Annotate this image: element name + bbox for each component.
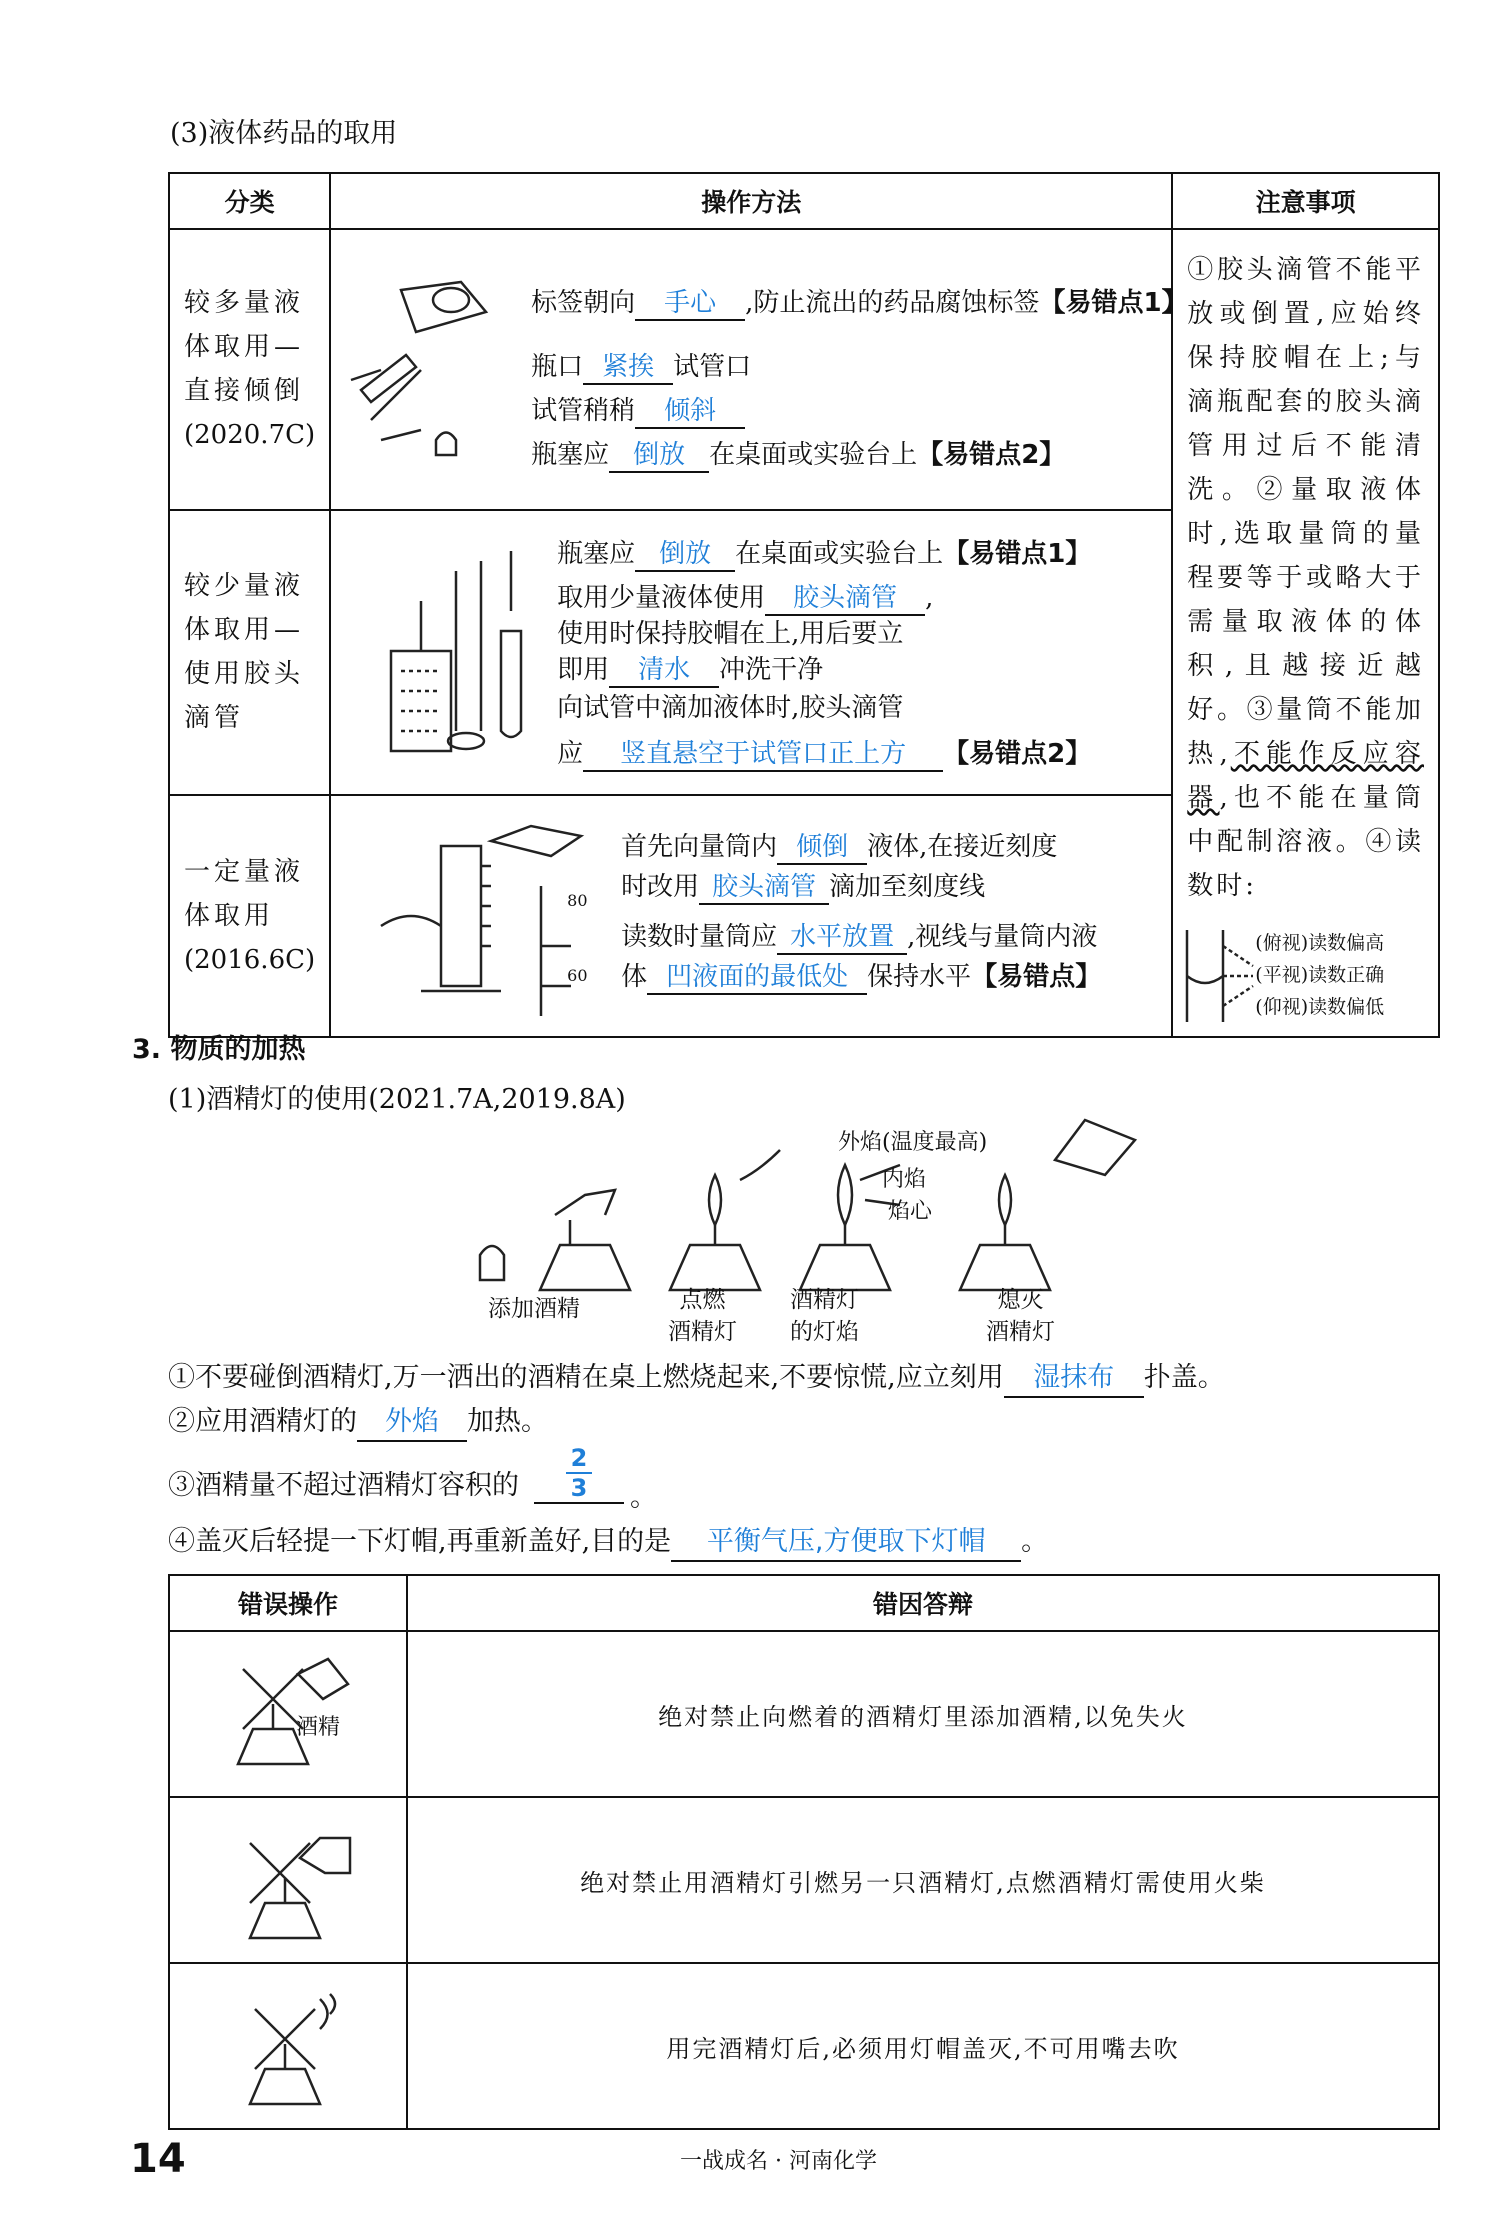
section-heading-heat: 3. 物质的加热 [132, 1034, 306, 1065]
error-row-2-op [169, 1797, 407, 1963]
item-4: ④盖灭后轻提一下灯帽,再重新盖好,目的是 平衡气压,方便取下灯帽 。 [168, 1524, 1048, 1562]
error-row-1-op: 酒精 [169, 1631, 407, 1797]
notes-cell: ①胶头滴管不能平放或倒置,应始终保持胶帽在上;与滴瓶配套的胶头滴管用过后不能清洗。②量取液体时,选取量筒的量程要等于或略大于需量取液体的体积,且越接近越好。③量筒不能加热,不能作反应容器,也不能在量筒中配制溶液。④读数时: (俯视)读数偏高 (平视)读数正确 (仰视)读数偏低 [1172, 229, 1439, 1037]
error-row-3-reason: 用完酒精灯后,必须用灯帽盖灭,不可用嘴去吹 [407, 1963, 1439, 2129]
error-row-2-reason: 绝对禁止用酒精灯引燃另一只酒精灯,点燃酒精灯需使用火柴 [407, 1797, 1439, 1963]
label-lamp-flame: 酒精灯 的灯焰 [790, 1287, 859, 1345]
item-3-end: 。 [630, 1482, 657, 1513]
header-category: 分类 [169, 173, 330, 229]
label-outer-flame: 外焰(温度最高) [838, 1130, 988, 1155]
reading-diagram: (俯视)读数偏高 (平视)读数正确 (仰视)读数偏低 [1183, 926, 1428, 1036]
fraction: 2 3 [534, 1444, 624, 1504]
header-reason: 错因答辩 [407, 1575, 1439, 1631]
error-row-1-reason: 绝对禁止向燃着的酒精灯里添加酒精,以免失火 [407, 1631, 1439, 1797]
section-heading-liquid: (3)液体药品的取用 [170, 118, 398, 149]
error-row-3-op [169, 1963, 407, 2129]
row1-category: 较多量液 体取用— 直接倾倒 (2020.7C) [169, 229, 330, 510]
footer-title: 一战成名 · 河南化学 [680, 2149, 877, 2174]
row3-category: 一定量液 体取用 (2016.6C) [169, 795, 330, 1037]
dropper-illustration [391, 541, 561, 771]
label-flame-core: 焰心 [888, 1199, 933, 1224]
label-extinguish: 熄灭 酒精灯 [986, 1287, 1055, 1345]
liquid-table [168, 172, 1440, 1038]
label-add-alcohol: 添加酒精 [488, 1296, 580, 1322]
header-note: 注意事项 [1172, 173, 1439, 229]
row3-method: 80 60 首先向量筒内 倾倒 液体,在接近刻度 时改用 胶头滴管 滴加至刻度线 读数时量筒应 水平放置 ,视线与量筒内液 体 凹液面的最低处 保持水平【易错点】 [330, 795, 1172, 1037]
section-sub-lamp: (1)酒精灯的使用(2021.7A,2019.8A) [168, 1084, 626, 1115]
page-number: 14 [130, 2136, 186, 2182]
label-inner-flame: 内焰 [882, 1167, 927, 1192]
header-wrong-op: 错误操作 [169, 1575, 407, 1631]
item-2: ②应用酒精灯的 外焰 加热。 [168, 1404, 548, 1442]
cylinder-illustration [381, 816, 601, 1016]
item-1: ①不要碰倒酒精灯,万一洒出的酒精在桌上燃烧起来,不要惊慌,应立刻用 湿抹布 扑盖。 [168, 1360, 1225, 1398]
row2-category: 较少量液 体取用— 使用胶头 滴管 [169, 510, 330, 795]
error-table [168, 1574, 1440, 2130]
label-light-lamp: 点燃 酒精灯 [668, 1287, 737, 1345]
header-method: 操作方法 [330, 173, 1172, 229]
row1-method: 标签朝向 手心 ,防止流出的药品腐蚀标签【易错点1】 瓶口 紧挨 试管口 试管稍稍 倾斜 瓶塞应 倒放 在桌面或实验台上【易错点2】 [330, 229, 1172, 510]
row2-method: 瓶塞应 倒放 在桌面或实验台上【易错点1】 取用少量液体使用 胶头滴管 , 使用时保持胶帽在上,用后要立 即用 清水 冲洗干净 向试管中滴加液体时,胶头滴管 应 竖直悬空于试管口正上方 【易错点2】 [330, 510, 1172, 795]
pouring-illustration [341, 270, 511, 470]
item-3: ③酒精量不超过酒精灯容积的 [168, 1470, 519, 1501]
